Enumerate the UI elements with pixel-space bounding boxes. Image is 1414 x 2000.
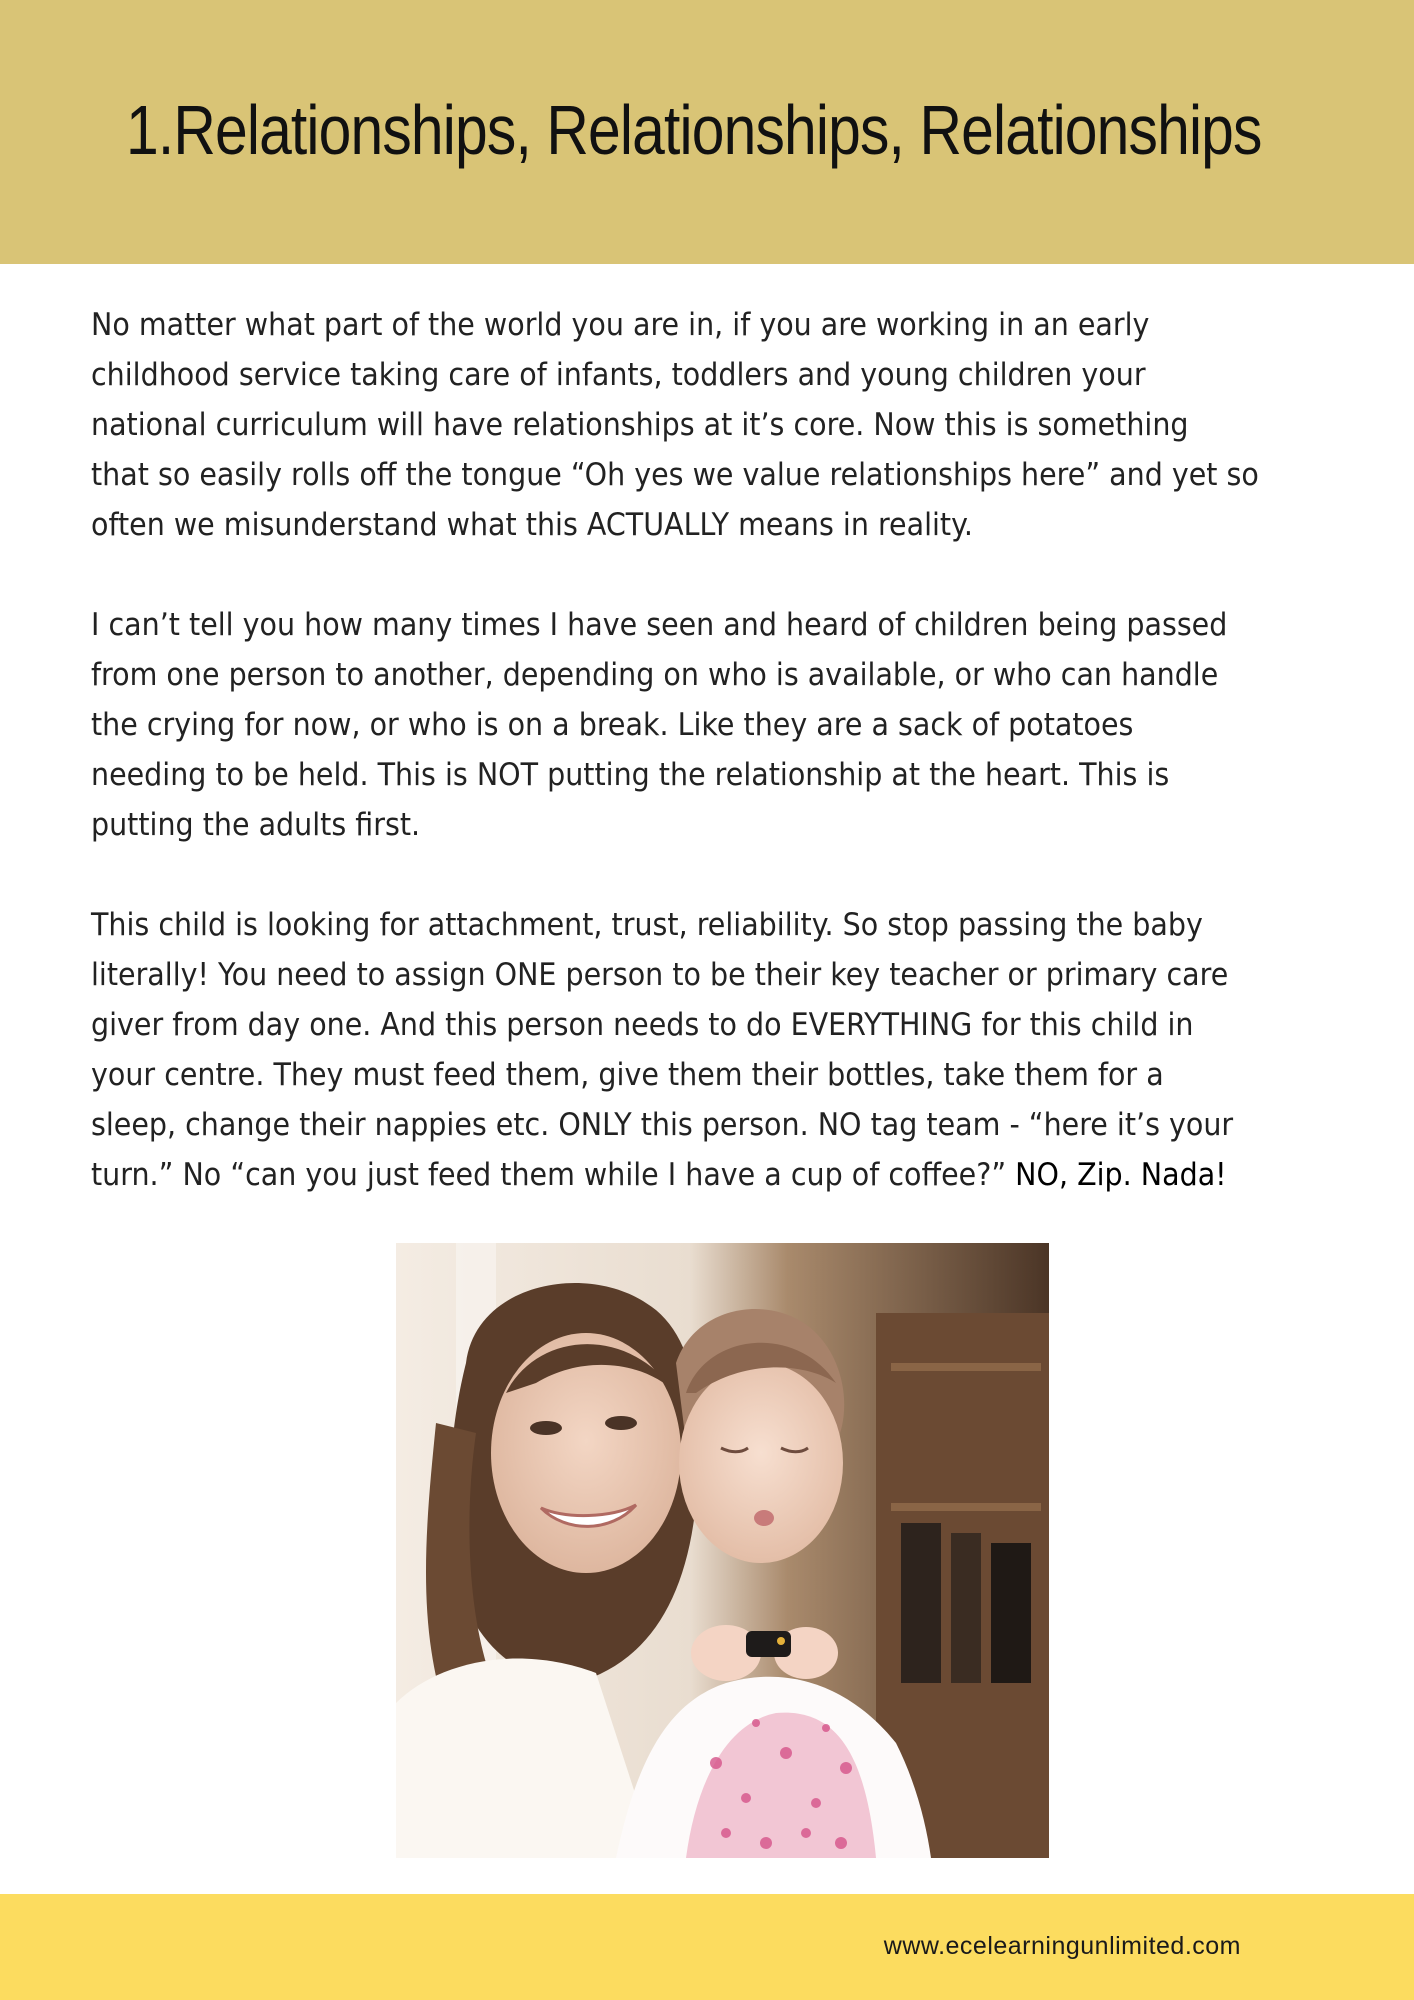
text-line: your centre. They must feed them, give them their bottles, take them for a <box>91 1057 1164 1093</box>
website-url[interactable]: www.ecelearningunlimited.com <box>883 1932 1241 1960</box>
page-header <box>0 0 1414 264</box>
text-line: often we misunderstand what this ACTUALLY means in reality. <box>91 507 973 543</box>
text-line: I can’t tell you how many times I have seen and heard of children being passed <box>91 607 1228 643</box>
text-line: literally! You need to assign ONE person to be their key teacher or primary care <box>91 957 1229 993</box>
paragraph-3 <box>91 900 1241 1200</box>
page-footer <box>0 1894 1414 2000</box>
text-line: giver from day one. And this person needs to do EVERYTHING for this child in <box>91 1007 1194 1043</box>
mother-and-baby-photo <box>396 1243 1049 1858</box>
photo-illustration <box>396 1243 1049 1858</box>
text-line: from one person to another, depending on who is available, or who can handle <box>91 657 1219 693</box>
text-line: No matter what part of the world you are in, if you are working in an early <box>91 307 1150 343</box>
text-line: turn.” No “can you just feed them while I have a cup of coffee?” <box>91 1157 1007 1193</box>
page-title: 1.Relationships, Relationships, Relationships <box>126 91 1262 169</box>
text-line: that so easily rolls off the tongue “Oh yes we value relationships here” and yet so <box>91 457 1259 493</box>
text-line: putting the adults first. <box>91 807 421 843</box>
paragraph-2 <box>91 600 1241 850</box>
text-line: national curriculum will have relationships at it’s core. Now this is something <box>91 407 1189 443</box>
text-line: childhood service taking care of infants, toddlers and young children your <box>91 357 1146 393</box>
text-line: This child is looking for attachment, trust, reliability. So stop passing the baby <box>91 907 1203 943</box>
paragraph-1 <box>91 300 1259 550</box>
emphasis-text: NO, Zip. Nada! <box>1006 1157 1227 1193</box>
text-line: needing to be held. This is NOT putting the relationship at the heart. This is <box>91 757 1170 793</box>
article-body <box>91 300 1341 1200</box>
text-line: sleep, change their nappies etc. ONLY this person. NO tag team - “here it’s your <box>91 1107 1234 1143</box>
text-line: the crying for now, or who is on a break. Like they are a sack of potatoes <box>91 707 1134 743</box>
text-line-last <box>91 1150 1241 1200</box>
